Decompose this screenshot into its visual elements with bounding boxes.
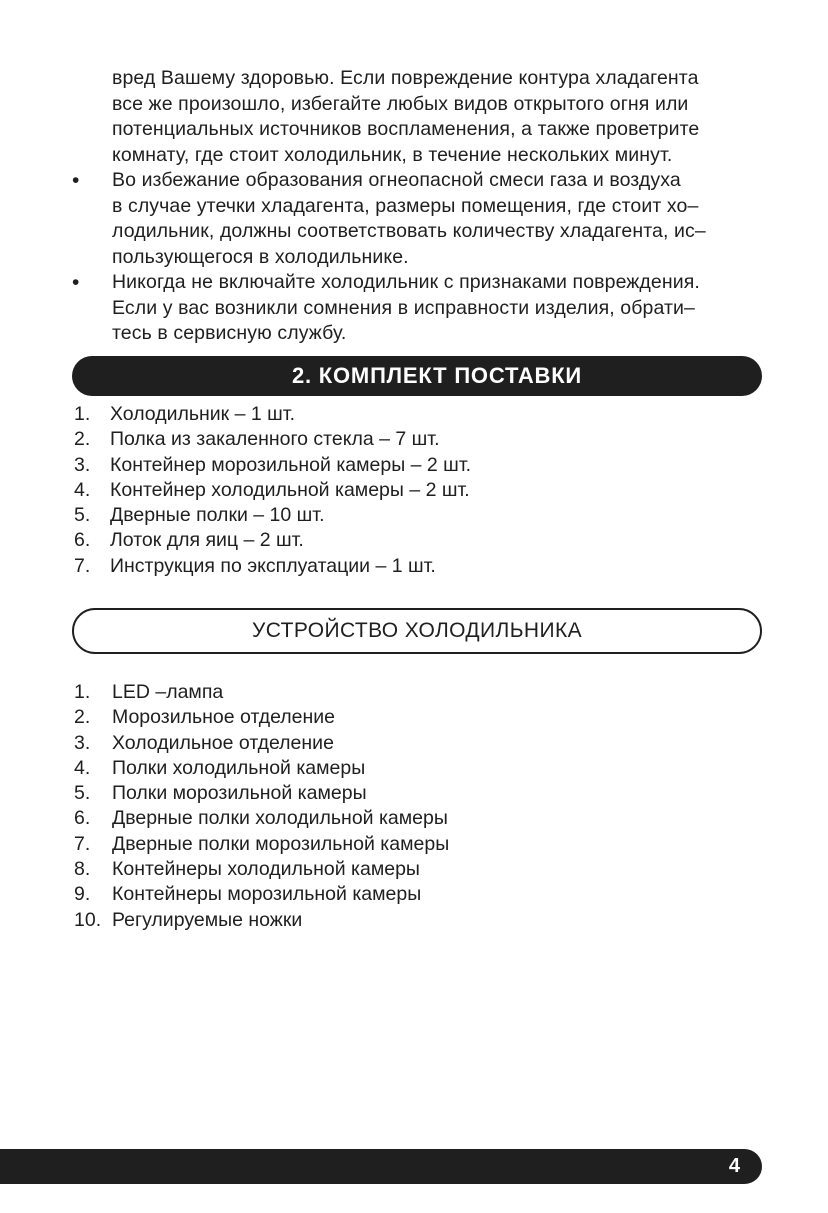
text-line: Если у вас возникли сомнения в исправности изделия, обрати–	[112, 296, 695, 319]
list-item	[74, 882, 449, 907]
device-parts-list	[74, 680, 449, 933]
device-section-header	[72, 608, 762, 654]
text-line: тесь в сервисную службу.	[112, 322, 347, 344]
item-text: Контейнеры холодильной камеры	[112, 858, 420, 881]
list-item	[74, 908, 449, 933]
item-text: Лоток для яиц – 2 шт.	[110, 529, 304, 552]
item-text: Дверные полки морозильной камеры	[112, 832, 450, 855]
item-number: 8.	[74, 858, 91, 881]
list-item	[74, 453, 471, 478]
text-line: вред Вашему здоровью. Если повреждение контура хладагента	[112, 67, 699, 89]
list-item	[74, 528, 471, 553]
list-item	[74, 832, 449, 857]
item-number: 6.	[74, 807, 91, 830]
item-text: Инструкция по эксплуатации – 1 шт.	[110, 554, 436, 577]
kit-section-header	[72, 356, 762, 396]
item-number: 1.	[74, 681, 91, 703]
item-text: Морозильное отделение	[112, 706, 336, 729]
list-item	[74, 781, 449, 806]
kit-section-title: 2. КОМПЛЕКТ ПОСТАВКИ	[291, 363, 583, 388]
item-text: Полка из закаленного стекла – 7 шт.	[110, 428, 440, 451]
item-number: 2.	[74, 706, 91, 729]
item-text: Холодильное отделение	[112, 731, 334, 754]
list-item	[74, 705, 449, 730]
item-text: Полки холодильной камеры	[112, 756, 366, 779]
bullet-line: • Во избежание образования огнеопасной смеси газа и воздуха	[72, 168, 762, 194]
text-line: в случае утечки хладагента, размеры помещения, где стоит хо–	[112, 194, 699, 217]
item-number: 7.	[74, 832, 91, 855]
item-number: 5.	[74, 504, 91, 527]
list-item	[74, 857, 449, 882]
list-item	[74, 756, 449, 781]
item-number: 3.	[74, 453, 91, 476]
text-line: комнату, где стоит холодильник, в течение нескольких минут.	[112, 143, 673, 166]
item-text: Холодильник – 1 шт.	[110, 403, 295, 425]
item-text: Контейнеры морозильной камеры	[112, 883, 422, 906]
list-item	[74, 680, 449, 705]
page-number: 4	[728, 1155, 740, 1177]
item-number: 1.	[74, 403, 91, 425]
item-text: LED –лампа	[112, 681, 224, 703]
item-number: 4.	[74, 756, 91, 779]
text-line: лодильник, должны соответствовать количеству хладагента, ис–	[112, 220, 706, 242]
list-item	[74, 478, 471, 503]
item-text: Дверные полки холодильной камеры	[112, 807, 448, 830]
list-item	[74, 731, 449, 756]
list-item	[74, 806, 449, 831]
item-number: 4.	[74, 478, 91, 501]
text-line: пользующегося в холодильнике.	[112, 245, 409, 268]
device-section-title: УСТРОЙСТВО ХОЛОДИЛЬНИКА	[251, 619, 583, 642]
text-line: все же произошло, избегайте любых видов открытого огня или	[112, 92, 689, 115]
item-number: 7.	[74, 554, 91, 577]
safety-text-block	[72, 66, 762, 347]
list-item	[74, 402, 471, 427]
text-line: потенциальных источников воспламенения, а также проветрите	[112, 118, 700, 140]
item-number: 2.	[74, 428, 91, 451]
kit-items-list	[74, 402, 471, 579]
item-text: Контейнер холодильной камеры – 2 шт.	[110, 478, 470, 501]
bullet-line: • Никогда не включайте холодильник с признаками повреждения.	[72, 270, 762, 296]
list-item	[74, 554, 471, 579]
item-number: 6.	[74, 529, 91, 552]
list-item	[74, 427, 471, 452]
item-number: 5.	[74, 782, 91, 805]
footer-bar	[0, 1149, 762, 1184]
item-number: 3.	[74, 731, 91, 754]
list-item	[74, 503, 471, 528]
item-number: 10.	[74, 908, 102, 931]
item-text: Контейнер морозильной камеры – 2 шт.	[110, 453, 472, 476]
item-text: Дверные полки – 10 шт.	[110, 504, 325, 527]
item-text: Регулируемые ножки	[112, 908, 303, 931]
item-number: 9.	[74, 883, 91, 906]
item-text: Полки морозильной камеры	[112, 782, 367, 805]
